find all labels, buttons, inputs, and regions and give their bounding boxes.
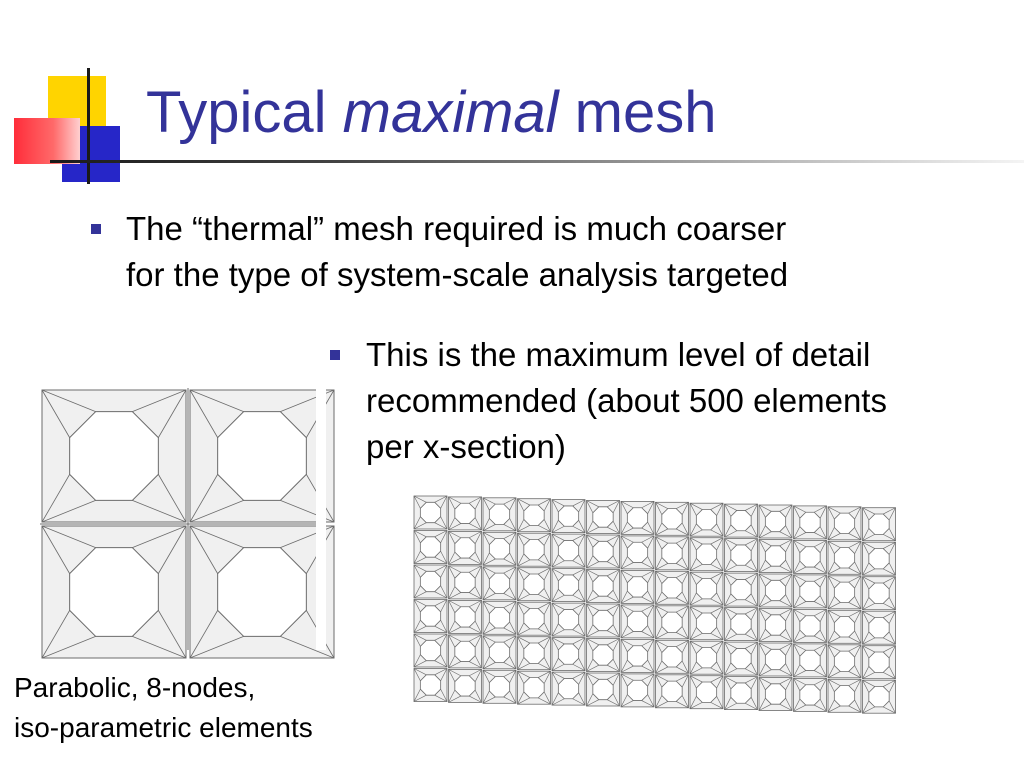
figure-caption xyxy=(14,668,313,748)
mesh-cell xyxy=(483,601,516,634)
zoomed-mesh-cell xyxy=(190,390,334,522)
bullet-1-line-1: The “thermal” mesh required is much coarser xyxy=(126,210,787,247)
mesh-cell xyxy=(483,532,516,565)
mesh-cell xyxy=(449,669,482,702)
mesh-cell xyxy=(794,540,827,573)
mesh-cell xyxy=(587,673,620,706)
mesh-cell xyxy=(863,680,896,713)
mesh-cell xyxy=(828,610,861,643)
mesh-cell xyxy=(794,644,827,677)
mesh-cell xyxy=(828,576,861,609)
mesh-cell xyxy=(863,508,896,541)
title-text-2: mesh xyxy=(558,80,717,145)
mesh-cell xyxy=(690,641,723,674)
mesh-cell xyxy=(621,536,654,569)
mesh-cell xyxy=(863,646,896,679)
mesh-cell xyxy=(725,573,758,606)
mesh-cell xyxy=(725,677,758,710)
bullet-2 xyxy=(366,332,887,470)
title-underline xyxy=(50,160,1024,163)
mesh-cell xyxy=(483,567,516,600)
mesh-cell xyxy=(828,507,861,540)
mesh-cell xyxy=(794,575,827,608)
mesh-cell xyxy=(759,540,792,573)
mesh-cell xyxy=(587,639,620,672)
mesh-cell xyxy=(759,678,792,711)
mesh-cell xyxy=(587,501,620,534)
mesh-cell xyxy=(449,600,482,633)
mesh-cell xyxy=(449,497,482,530)
mesh-cell xyxy=(656,537,689,570)
zoomed-mesh-figure xyxy=(40,388,316,650)
mesh-cell xyxy=(794,609,827,642)
bullet-marker-2 xyxy=(330,350,340,360)
mesh-cell xyxy=(552,603,585,636)
bullet-2-line-3: per x-section) xyxy=(366,428,566,465)
crop-mask xyxy=(316,388,326,650)
title-text-1: Typical xyxy=(146,80,343,145)
mesh-cell xyxy=(414,669,447,702)
mesh-cell xyxy=(656,640,689,673)
mesh-cell xyxy=(725,539,758,572)
mesh-cell xyxy=(828,541,861,574)
mesh-cell xyxy=(449,566,482,599)
title-deco-red-square xyxy=(14,118,80,164)
mesh-cell xyxy=(414,565,447,598)
slide-title xyxy=(146,78,717,148)
title-deco-vertical-line xyxy=(87,68,90,184)
mesh-cell xyxy=(552,534,585,567)
mesh-cell xyxy=(690,676,723,709)
bullet-2-line-1: This is the maximum level of detail xyxy=(366,336,871,373)
mesh-cell xyxy=(621,674,654,707)
mesh-cell xyxy=(483,498,516,531)
mesh-cell xyxy=(759,643,792,676)
mesh-cell xyxy=(518,533,551,566)
mesh-cell xyxy=(794,678,827,711)
mesh-cell xyxy=(794,506,827,539)
zoomed-mesh-cell xyxy=(42,526,186,658)
mesh-cell xyxy=(587,535,620,568)
zoomed-mesh-cell xyxy=(42,390,186,522)
title-emphasis: maximal xyxy=(342,80,559,145)
mesh-cell xyxy=(414,600,447,633)
mesh-cell xyxy=(621,570,654,603)
cross-section-mesh-figure xyxy=(414,496,898,714)
mesh-cell xyxy=(690,538,723,571)
mesh-cell xyxy=(449,635,482,668)
mesh-cell xyxy=(725,504,758,537)
mesh-cell xyxy=(552,500,585,533)
mesh-cell xyxy=(656,675,689,708)
mesh-cell xyxy=(621,501,654,534)
mesh-cell xyxy=(690,607,723,640)
mesh-cell xyxy=(414,531,447,564)
mesh-cell xyxy=(483,636,516,669)
mesh-cell xyxy=(621,639,654,672)
caption-line-1: Parabolic, 8-nodes, xyxy=(14,672,256,703)
mesh-cell xyxy=(414,634,447,667)
bullet-1-line-2: for the type of system-scale analysis targeted xyxy=(126,256,789,293)
mesh-cell xyxy=(621,605,654,638)
mesh-cell xyxy=(759,609,792,642)
mesh-cell xyxy=(552,569,585,602)
bullet-1 xyxy=(126,206,788,298)
mesh-cell xyxy=(690,503,723,536)
mesh-cell xyxy=(759,505,792,538)
mesh-cell xyxy=(863,577,896,610)
mesh-cell xyxy=(483,670,516,703)
mesh-cell xyxy=(518,499,551,532)
mesh-cell xyxy=(725,642,758,675)
mesh-cell xyxy=(414,496,447,529)
mesh-cell xyxy=(552,638,585,671)
mesh-cell xyxy=(518,568,551,601)
mesh-cell xyxy=(656,606,689,639)
mesh-cell xyxy=(863,542,896,575)
mesh-cell xyxy=(449,531,482,564)
mesh-cell xyxy=(587,604,620,637)
mesh-cell xyxy=(828,679,861,712)
mesh-cell xyxy=(518,637,551,670)
mesh-cell xyxy=(759,574,792,607)
mesh-cell xyxy=(656,571,689,604)
mesh-cell xyxy=(828,645,861,678)
mesh-cell xyxy=(518,671,551,704)
mesh-cell xyxy=(690,572,723,605)
zoomed-mesh-cell xyxy=(190,526,334,658)
mesh-cell xyxy=(552,672,585,705)
mesh-cell xyxy=(656,502,689,535)
mesh-cell xyxy=(587,570,620,603)
mesh-cell xyxy=(725,608,758,641)
bullet-marker-1 xyxy=(91,224,101,234)
mesh-cell xyxy=(863,611,896,644)
mesh-cell xyxy=(518,602,551,635)
bullet-2-line-2: recommended (about 500 elements xyxy=(366,382,887,419)
caption-line-2: iso-parametric elements xyxy=(14,712,313,743)
